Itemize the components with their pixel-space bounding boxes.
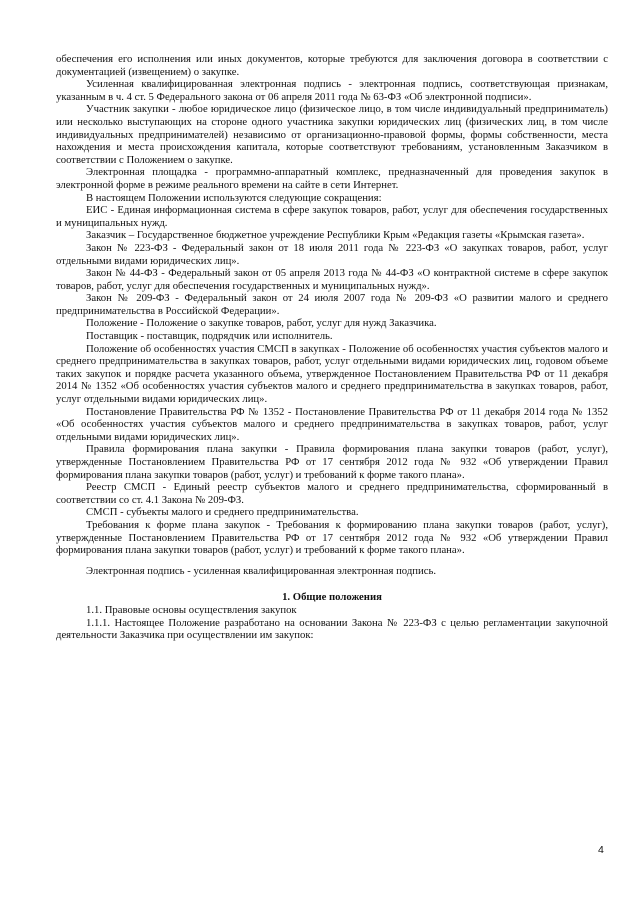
- paragraph-abbr-eis: ЕИС - Единая информационная система в сфере закупок товаров, работ, услуг для обеспечения государственных и муниципальных нужд.: [56, 204, 608, 229]
- paragraph-abbr-smsp-regulation: Положение об особенностях участия СМСП в закупках - Положение об особенностях участия субъектов малого и среднего предпринимательства в закупках товаров, работ, услуг отдельными видами юридических лиц, годовом объеме таких закупок и порядке расчета указанного объема, утвержденное Постановлением Правительства РФ от 11 декабря 2014 № 1352 «Об особенностях участия субъектов малого и среднего предпринимательства в закупках товаров, работ, услуг отдельными видами юридических лиц».: [56, 342, 608, 406]
- paragraph-abbr-smsp: СМСП - субъекты малого и среднего предпринимательства.: [86, 506, 359, 519]
- paragraph-abbr-plan-form-requirements: Требования к форме плана закупок - Требования к формированию плана закупки товаров (работ, услуг), утвержденные Постановлением Правительства РФ от 17 сентября 2012 года № 932 «Об утверждении Правил формирования плана закупки товаров (работ, услуг) и требований к форме такого плана».: [56, 518, 608, 557]
- paragraph-abbr-customer: Заказчик – Государственное бюджетное учреждение Республики Крым «Редакция газеты «Крымская газета».: [86, 229, 585, 242]
- paragraph-abbr-decree-1352: Постановление Правительства РФ № 1352 - Постановление Правительства РФ от 11 декабря 2014 года № 1352 «Об особенностях участия субъектов малого и среднего предпринимательства в закупках товаров, работ, услуг отдельными видами юридических лиц».: [56, 405, 608, 443]
- paragraph-definition-qualified-signature: Усиленная квалифицированная электронная подпись - электронная подпись, соответствующая признакам, указанным в ч. 4 ст. 5 Федерального закона от 06 апреля 2011 года № 63-ФЗ «Об электронной подписи».: [56, 78, 608, 103]
- clause-1-1-1: 1.1.1. Настоящее Положение разработано на основании Закона № 223-ФЗ с целью регламентации закупочной деятельности Заказчика при осуществлении им закупок:: [56, 616, 608, 642]
- paragraph-abbr-law-223: Закон № 223-ФЗ - Федеральный закон от 18 июля 2011 года № 223-ФЗ «О закупках товаров, работ, услуг отдельными видами юридических лиц».: [56, 241, 608, 267]
- paragraph-abbr-electronic-signature: Электронная подпись - усиленная квалифицированная электронная подпись.: [86, 564, 436, 577]
- paragraph-continuation: обеспечения его исполнения или иных документов, которые требуются для заключения договора в соответствии с документацией (извещением) о закупке.: [56, 53, 608, 78]
- paragraph-abbr-supplier: Поставщик - поставщик, подрядчик или исполнитель.: [86, 330, 333, 343]
- page-number: 4: [598, 844, 604, 856]
- paragraph-definition-participant: Участник закупки - любое юридическое лицо (физическое лицо, в том числе индивидуальный предприниматель) или несколько выступающих на стороне одного участника закупки юридических лиц (физических лиц, в том числе индивидуальных предпринимателей) независимо от организационно-правовой формы, формы собственности, места нахождения и места происхождения капитала, которые соответствуют требованиям, установленным Заказчиком в соответствии с Положением о закупке.: [56, 103, 608, 166]
- paragraph-abbr-regulation: Положение - Положение о закупке товаров, работ, услуг для нужд Заказчика.: [86, 317, 437, 330]
- paragraph-abbr-plan-rules: Правила формирования плана закупки - Правила формирования плана закупки товаров (работ, услуг), утвержденные Постановлением Правительства РФ от 17 сентября 2012 года № 932 «Об утверждении Правил формирования плана закупки товаров (работ, услуг) и требований к форме такого плана».: [56, 443, 608, 481]
- subsection-heading: 1.1. Правовые основы осуществления закупок: [86, 603, 297, 616]
- document-body: [56, 53, 608, 642]
- section-title: 1. Общие положения: [282, 591, 382, 604]
- paragraph-abbr-smsp-registry: Реестр СМСП - Единый реестр субъектов малого и среднего предпринимательства, сформированный в соответствии со ст. 4.1 Закона № 209-ФЗ.: [56, 481, 608, 506]
- paragraph-abbr-law-209: Закон № 209-ФЗ - Федеральный закон от 24 июля 2007 года № 209-ФЗ «О развитии малого и среднего предпринимательства в Российской Федерации».: [56, 292, 608, 317]
- paragraph-abbr-law-44: Закон № 44-ФЗ - Федеральный закон от 05 апреля 2013 года № 44-ФЗ «О контрактной системе в сфере закупок товаров, работ, услуг для обеспечения государственных и муниципальных нужд».: [56, 267, 608, 292]
- paragraph-abbreviations-intro: В настоящем Положении используются следующие сокращения:: [86, 191, 382, 204]
- paragraph-definition-electronic-platform: Электронная площадка - программно-аппаратный комплекс, предназначенный для проведения закупок в электронной форме в режиме реального времени на сайте в сети Интернет.: [56, 166, 608, 191]
